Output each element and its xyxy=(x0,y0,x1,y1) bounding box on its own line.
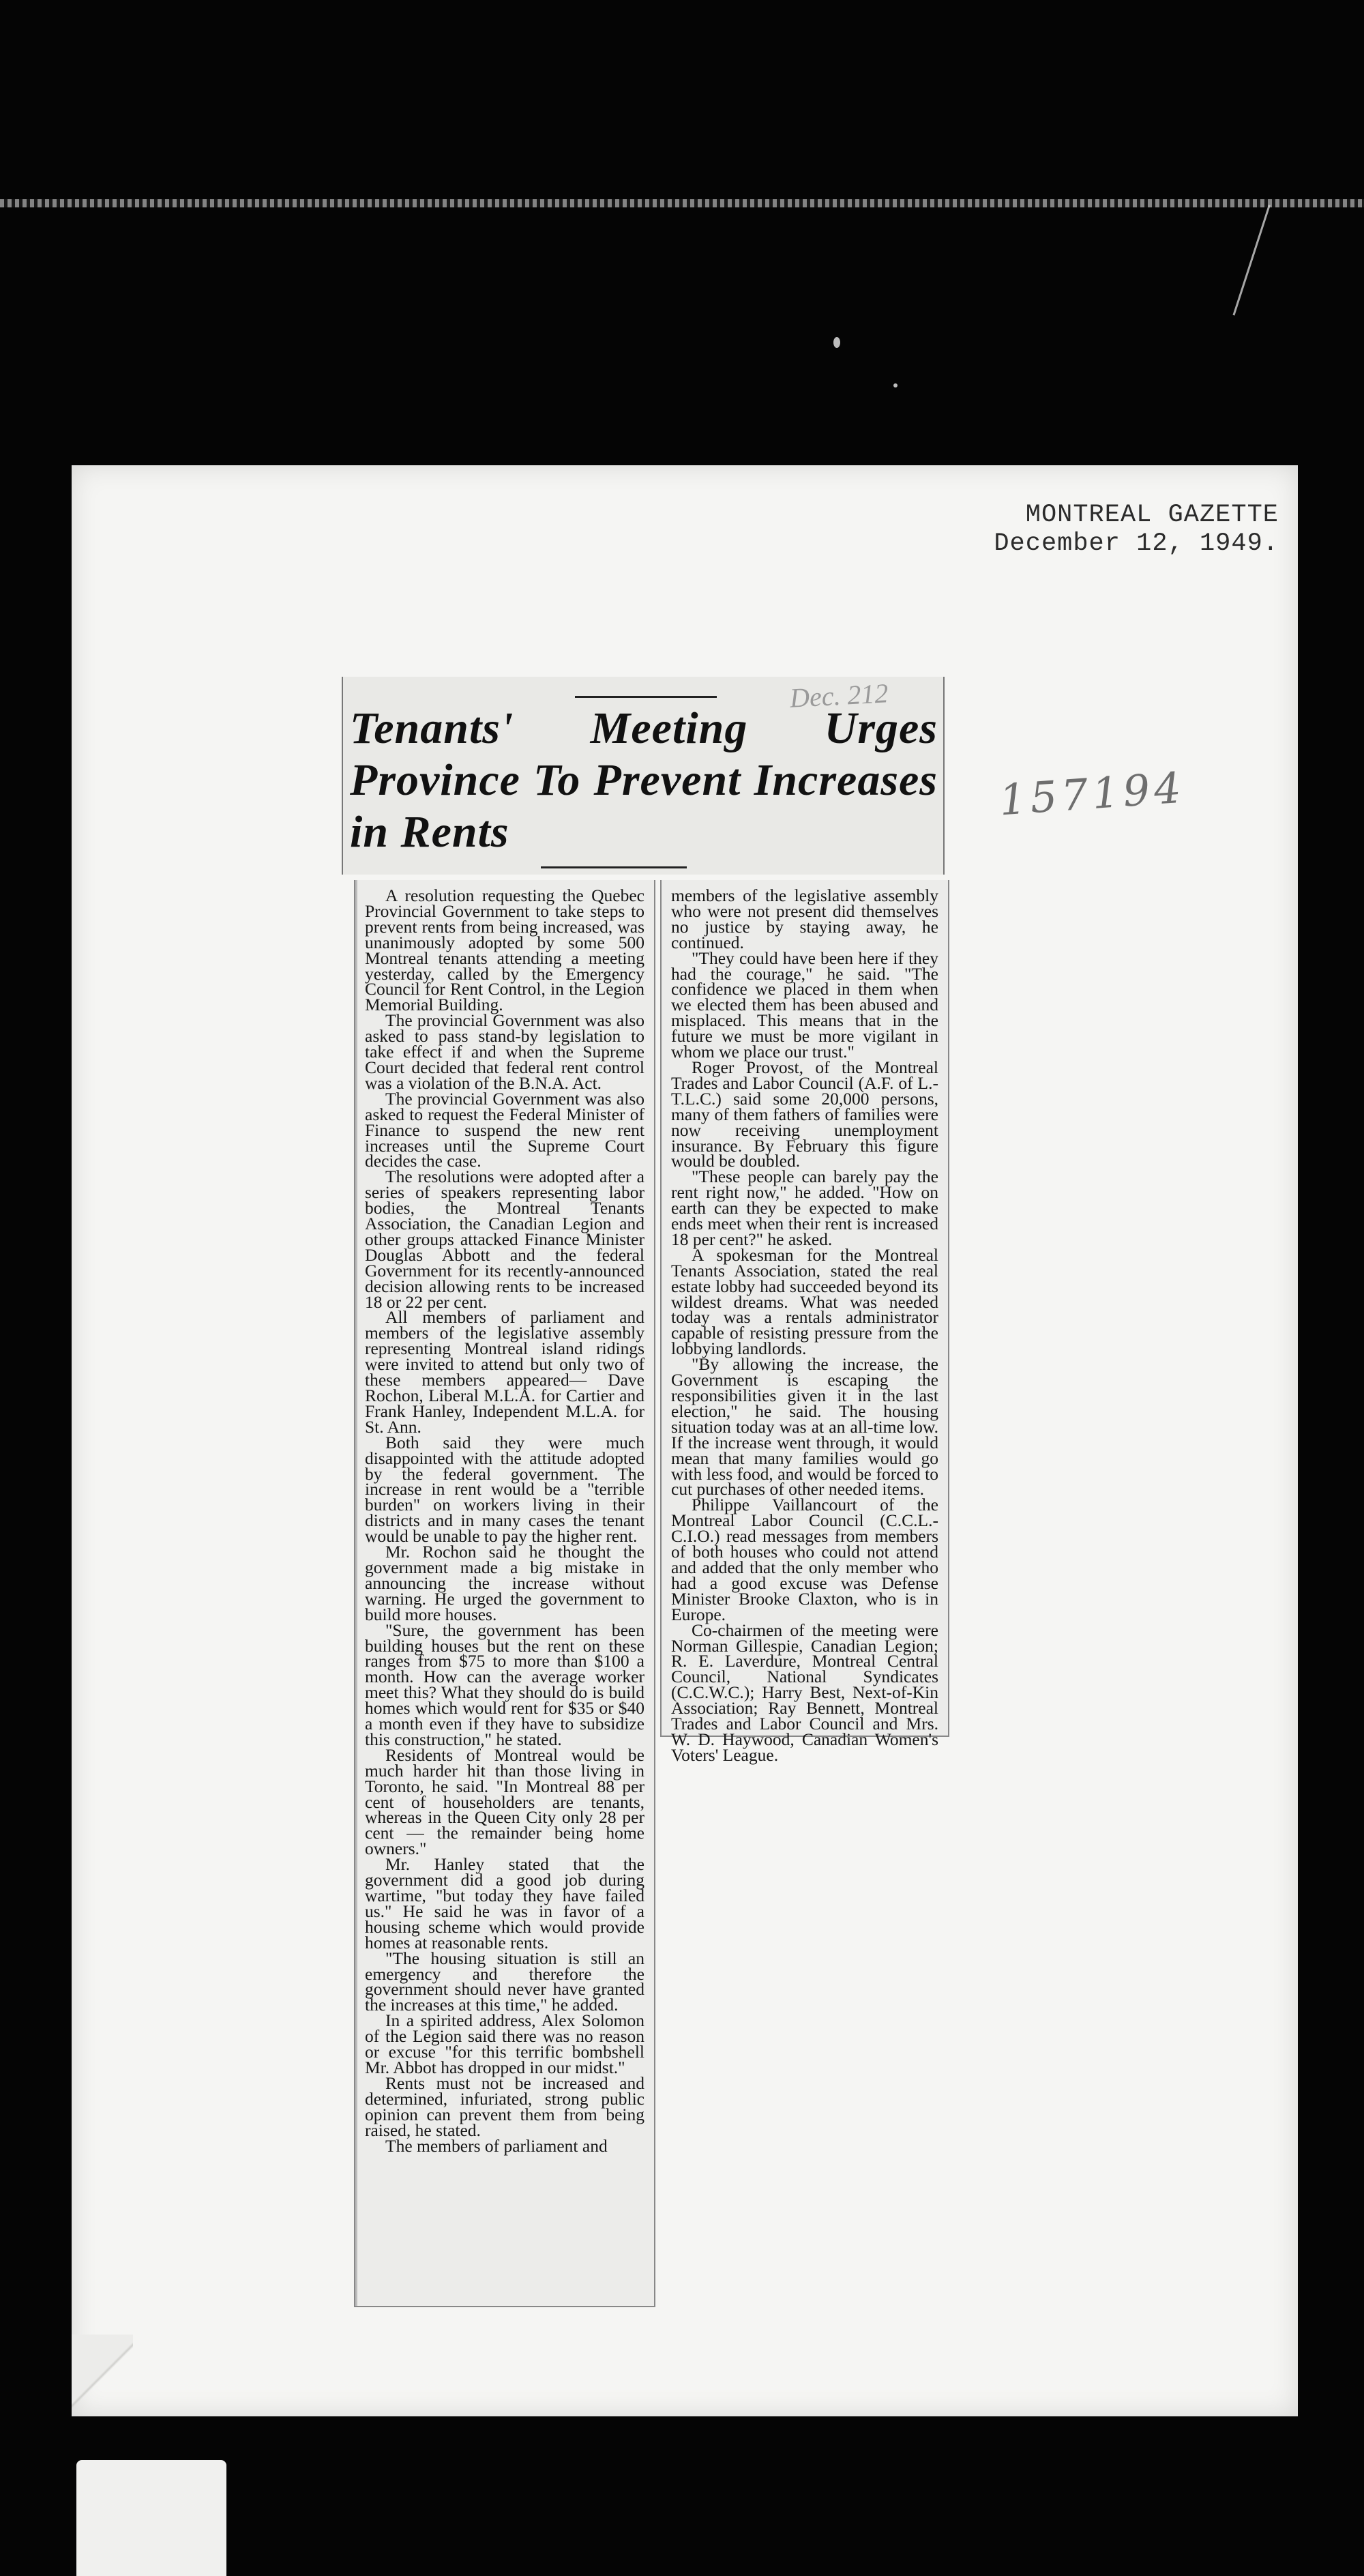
film-sprocket-edge xyxy=(0,199,1364,207)
dust-spot xyxy=(893,383,898,387)
paragraph: Roger Provost, of the Montreal Trades and Labor Council (A.F. of L.-T.L.C.) said some 20,000 persons, many of them fathers of families were now receiving unemployment insurance. By February this figure would be doubled. xyxy=(671,1057,938,1171)
newspaper-clipping xyxy=(342,677,1011,2307)
paragraph: The provincial Government was also asked to request the Federal Minister of Finance to suspend the new rent increases until the Supreme Court decides the case. xyxy=(365,1088,644,1171)
paragraph: All members of parliament and members of the legislative assembly representing Montreal island ridings were invited to attend but only two of these members appeared— Dave Rochon, Liberal M.L.A. for Cartier and Frank Hanley, Independent M.L.A. for St. Ann. xyxy=(365,1307,644,1437)
film-scratch xyxy=(1232,205,1270,316)
headline-rule-bottom xyxy=(541,866,687,868)
paragraph: Residents of Montreal would be much harder hit than those living in Toronto, he said. "In Montreal 88 per cent of householders are tenants, whereas in the Queen City only 28 per cent — the remainder being home owners." xyxy=(365,1744,644,1859)
paragraph: Mr. Hanley stated that the government did a good job during wartime, "but today they have failed us." He said he was in favor of a housing scheme which would provide homes at reasonable rents. xyxy=(365,1854,644,1952)
archive-sheet xyxy=(72,465,1298,2416)
paragraph: A resolution requesting the Quebec Provincial Government to take steps to prevent rents from being increased, was unanimously adopted by some 500 Montreal tenants attending a meeting yesterday, called by the Emergency Council for Rent Control, in the Legion Memorial Building. xyxy=(365,886,644,1015)
paper-tab xyxy=(76,2460,226,2576)
paragraph: members of the legislative assembly who were not present did themselves no justice by staying away, he continued. xyxy=(671,886,938,952)
dust-spot xyxy=(833,337,840,348)
article-column-2 xyxy=(660,880,949,1765)
paragraph: "By allowing the increase, the Government is escaping the responsibilities given it in the last election," he said. The housing situation today was at an all-time low. If the increase went through, it would mean that many families would go with less food, and would be forced to cut purchases of other needed items. xyxy=(671,1354,938,1499)
paragraph: Rents must not be increased and determined, infuriated, strong public opinion can prevent them from being raised, he stated. xyxy=(365,2073,644,2140)
paragraph: "The housing situation is still an emergency and therefore the government should never have granted the increases at this time," he added. xyxy=(365,1948,644,2015)
paragraph: Philippe Vaillancourt of the Montreal Labor Council (C.C.L.-C.I.O.) read messages from members of both houses who could not attend and added that the only member who had a good excuse was Defense Minister Brooke Claxton, who is in Europe. xyxy=(671,1495,938,1624)
publication-name: MONTREAL GAZETTE xyxy=(1025,501,1279,529)
headline: Tenants' Meeting Urges Province To Prevent Increases in Rents xyxy=(350,703,938,857)
paragraph: Both said they were much disappointed with the attitude adopted by the federal government. The increase in rent would be a "terrible burden" on workers living in their districts and in many cases the tenant would be unable to pay the higher rent. xyxy=(365,1432,644,1547)
paragraph: "Sure, the government has been building houses but the rent on these ranges from $75 to more than $100 a month. How can the average worker meet this? What they should do is build homes which would rent for $35 or $40 a month even if they have to subsidize this construction," he stated. xyxy=(365,1620,644,1749)
paragraph: The resolutions were adopted after a series of speakers representing labor bodies, the Montreal Tenants Association, the Canadian Legion and other groups attacked Finance Minister Douglas Abbott and the federal Government for its recently-announced decision allowing rents to be increased 18 or 22 per cent. xyxy=(365,1167,644,1312)
paragraph: Mr. Rochon said he thought the government made a big mistake in announcing the increase without warning. He urged the government to build more houses. xyxy=(365,1542,644,1624)
paragraph: "They could have been here if they had the courage," he said. "The confidence we placed in them when we elected them has been abused and misplaced. This means that in the future we must be more vigilant in whom we place our trust." xyxy=(671,948,938,1062)
headline-rule-top xyxy=(575,696,717,698)
paragraph: In a spirited address, Alex Solomon of the Legion said there was no reason or excuse "for this terrific bombshell Mr. Abbot has dropped in our midst." xyxy=(365,2010,644,2077)
paragraph: The provincial Government was also asked to pass stand-by legislation to take effect if and when the Supreme Court decided that federal rent control was a violation of the B.N.A. Act. xyxy=(365,1010,644,1093)
folded-corner xyxy=(72,2334,133,2416)
publication-stamp xyxy=(994,501,1279,558)
article-column-1 xyxy=(354,880,655,2307)
paragraph: "These people can barely pay the rent right now," he added. "How on earth can they be expected to make ends meet when their rent is increased 18 per cent?" he asked. xyxy=(671,1167,938,1249)
pencil-date-note: Dec. 212 xyxy=(788,677,889,714)
column-shadow xyxy=(355,880,357,2306)
clipping-header xyxy=(342,677,945,875)
paragraph: The members of parliament and xyxy=(385,2135,608,2156)
paragraph: A spokesman for the Montreal Tenants Association, stated the real estate lobby had succeeded beyond its wildest dreams. What was needed today was a rentals administrator capable of resisting pressure from the lobbying landlords. xyxy=(671,1244,938,1359)
publication-date: December 12, 1949. xyxy=(994,529,1279,558)
handwritten-file-number: 157194 xyxy=(997,762,1187,825)
paragraph: Co-chairmen of the meeting were Norman Gillespie, Canadian Legion; R. E. Laverdure, Montreal Central Council, National Syndicates (C.C.W.C.); Harry Best, Next-of-Kin Association; Ray Bennett, Montreal Trades and Labor Council and Mrs. W. D. Haywood, Canadian Women's Voters' League. xyxy=(671,1620,938,1765)
